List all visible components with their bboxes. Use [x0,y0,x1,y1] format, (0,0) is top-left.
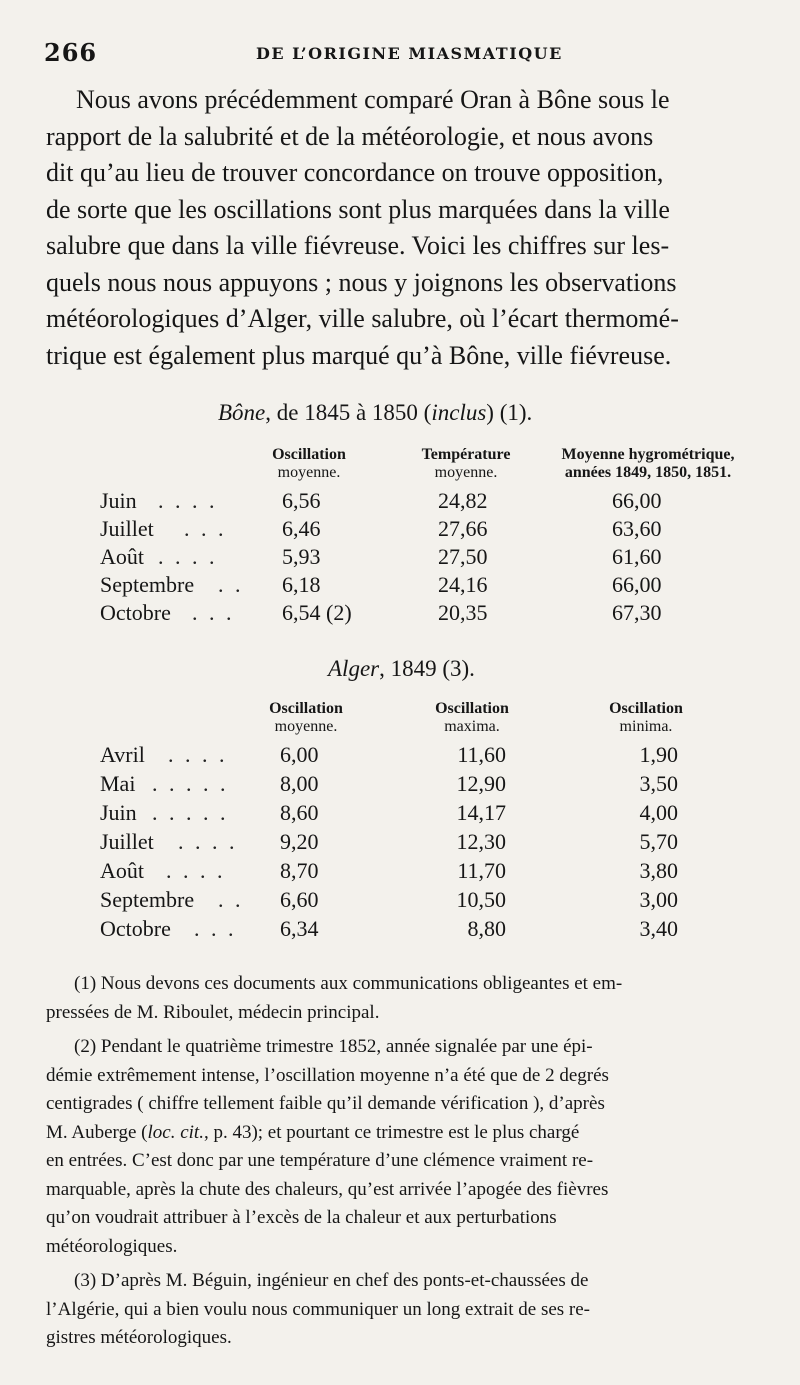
text-line: météorologiques d’Alger, ville salubre, où l’écart thermomé- [46,304,679,333]
cell-hygrometry: 63,60 [612,516,662,541]
alger-col-maxima [424,700,520,736]
cell-moyenne: 8,70 [280,858,319,883]
leader-dots: . . . . [178,829,238,854]
leader-dots: . . . . . [152,771,229,796]
col-head-line: Moyenne hygrométrique, [561,446,735,463]
text-line: (2) Pendant le quatrième trimestre 1852, année signalée par une épi- [74,1036,593,1057]
cell-moyenne: 6,00 [280,742,319,767]
footnote-1 [46,970,760,1027]
text-line: de sorte que les oscillations sont plus marquées dans la ville [46,194,670,224]
table-row [0,858,800,886]
leader-dots: . . . [184,516,227,541]
footnotes [46,970,760,1359]
cell-temperature: 24,16 [438,572,488,597]
cell-hygrometry: 66,00 [612,572,662,597]
running-title: DE L’ORIGINE MIASMATIQUE [256,44,563,63]
cell-minima: 4,00 [639,800,678,825]
leader-dots: . . [218,887,244,912]
cell-temperature: 20,35 [438,600,488,625]
table-row [0,800,800,828]
text-line: rapport de la salubrité et de la météorologie, et nous avons [46,121,654,151]
caption-end: ) (1). [486,400,533,425]
cell-hygrometry: 61,60 [612,544,662,569]
leader-dots: . . . [192,600,235,625]
cell-minima: 3,50 [639,771,678,796]
month-label: Juillet [100,829,154,854]
cell-moyenne: 8,60 [280,800,319,825]
month-label: Septembre [100,887,195,912]
leader-dots: . . . [194,916,237,941]
table-row [0,916,800,944]
table-row [0,572,800,600]
table-row [0,516,800,544]
bone-col-oscillation [262,446,356,482]
cell-maxima: 12,30 [456,829,506,854]
cell-hygrometry: 67,30 [612,600,662,625]
col-head-line: minima. [619,718,673,735]
month-label: Mai [100,771,136,796]
col-head-line: moyenne. [434,464,498,481]
table-row [0,829,800,857]
text-line: centigrades ( chiffre tellement faible qu’il demande vérification ), d’après [46,1093,605,1114]
text-fragment: , p. 43); et pourtant ce trimestre est le plus chargé [203,1121,580,1143]
table-row [0,600,800,628]
cell-hygrometry: 66,00 [612,488,662,513]
cell-temperature: 24,82 [438,488,488,513]
italic-reference: loc. cit. [147,1121,204,1143]
caption-middle: , de 1845 à 1850 ( [265,400,432,425]
col-head-line: moyenne. [277,464,341,481]
text-line: trique est également plus marqué qu’à Bône, ville fiévreuse. [46,340,672,370]
text-line: dit qu’au lieu de trouver concordance on trouve opposition, [46,158,664,187]
cell-moyenne: 6,60 [280,887,319,912]
footnote-2 [46,1033,760,1261]
cell-maxima: 12,90 [456,771,506,796]
text-fragment: M. Auberge ( [46,1121,148,1143]
text-line: (1) Nous devons ces documents aux communications obligeantes et em- [74,973,623,994]
text-line: en entrées. C’est donc par une température d’une clémence vraiment re- [46,1150,594,1171]
cell-temperature: 27,66 [438,516,488,541]
cell-minima: 3,00 [639,887,678,912]
text-line: météorologiques. [46,1235,178,1257]
cell-maxima: 14,17 [456,800,506,825]
cell-temperature: 27,50 [438,544,488,569]
bone-col-temperature [414,446,518,482]
month-label: Juillet [100,516,154,541]
footnote-3 [46,1267,760,1353]
cell-oscillation: 5,93 [282,544,321,569]
page-header [44,38,756,68]
text-line: marquable, après la chute des chaleurs, qu’est arrivée l’apogée des fièvres [46,1178,609,1200]
cell-maxima: 10,50 [456,887,506,912]
cell-oscillation: 6,46 [282,516,321,541]
cell-oscillation: 6,54 (2) [282,600,352,625]
cell-oscillation: 6,56 [282,488,321,513]
alger-col-minima [598,700,694,736]
leader-dots: . . . . . [152,800,229,825]
alger-table-caption [328,656,475,682]
alger-col-moyenne [258,700,354,736]
cell-minima: 3,40 [639,916,678,941]
cell-moyenne: 9,20 [280,829,319,854]
intro-paragraph [46,82,758,374]
col-head-line: Oscillation [272,446,346,463]
leader-dots: . . . . [168,742,228,767]
page-number: 266 [44,38,98,67]
cell-moyenne: 8,00 [280,771,319,796]
leader-dots: . . . . [166,858,226,883]
text-line: gistres météorologiques. [46,1327,232,1348]
month-label: Juin [100,800,137,825]
leader-dots: . . . . [158,544,218,569]
month-label: Septembre [100,572,195,597]
leader-dots: . . . . [158,488,218,513]
text-line: démie extrêmement intense, l’oscillation moyenne n’a été que de 2 degrés [46,1064,609,1086]
caption-place: Bône [218,400,266,425]
col-head-line: moyenne. [274,718,338,735]
col-head-line: Oscillation [609,700,683,717]
cell-minima: 5,70 [639,829,678,854]
bone-table-caption [218,400,532,426]
text-line: pressées de M. Riboulet, médecin principal. [46,1001,380,1023]
caption-inclus: inclus [431,400,487,425]
month-label: Juin [100,488,137,513]
month-label: Août [100,858,144,883]
leader-dots: . . [218,572,244,597]
month-label: Octobre [100,916,171,941]
caption-place: Alger [328,656,380,681]
cell-minima: 1,90 [639,742,678,767]
cell-moyenne: 6,34 [280,916,319,941]
text-line [46,1119,760,1148]
month-label: Avril [100,742,145,767]
col-head-line: Oscillation [269,700,343,717]
col-head-line: maxima. [444,718,500,735]
text-line: (3) D’après M. Béguin, ingénieur en chef des ponts-et-chaussées de [74,1270,589,1291]
table-row [0,488,800,516]
text-line: l’Algérie, qui a bien voulu nous communiquer un long extrait de ses re- [46,1298,591,1320]
text-line: salubre que dans la ville fiévreuse. Voici les chiffres sur les- [46,231,670,260]
table-row [0,544,800,572]
table-row [0,742,800,770]
cell-oscillation: 6,18 [282,572,321,597]
bone-col-hygrometry [538,446,758,482]
cell-maxima: 11,60 [457,742,506,767]
table-row [0,887,800,915]
text-line: qu’on voudrait attribuer à l’excès de la chaleur et aux perturbations [46,1207,557,1228]
table-row [0,771,800,799]
col-head-line: Température [421,446,511,463]
month-label: Août [100,544,144,569]
col-head-line: années 1849, 1850, 1851. [564,464,732,481]
cell-maxima: 8,80 [467,916,506,941]
cell-minima: 3,80 [639,858,678,883]
text-line: Nous avons précédemment comparé Oran à Bône sous le [76,85,670,114]
col-head-line: Oscillation [435,700,509,717]
text-line: quels nous nous appuyons ; nous y joignons les observations [46,267,677,297]
cell-maxima: 11,70 [457,858,506,883]
month-label: Octobre [100,600,171,625]
caption-rest: , 1849 (3). [379,656,475,681]
